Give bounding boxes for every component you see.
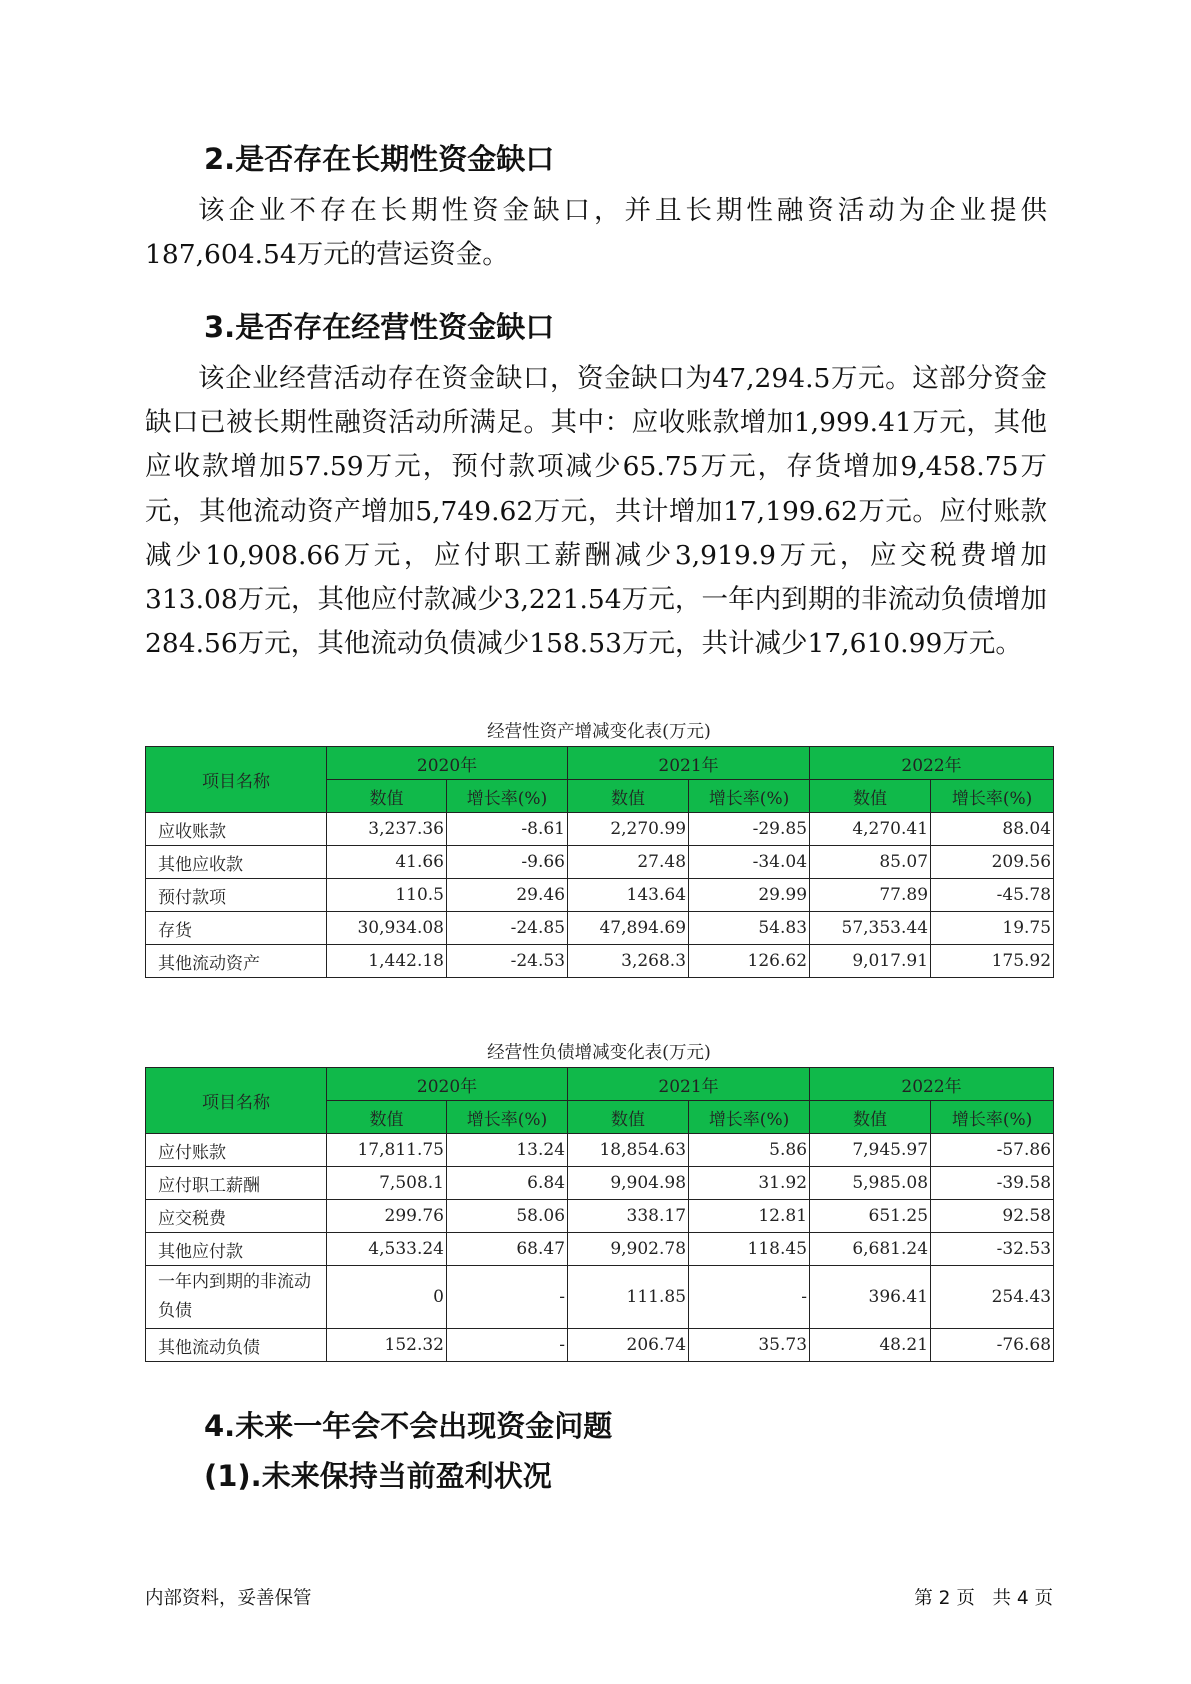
section-3-heading: 3.是否存在经营性资金缺口	[204, 310, 555, 344]
row-item-name: 其他流动负债	[146, 1329, 327, 1362]
row-item-name: 预付款项	[146, 879, 327, 912]
cell-value: 30,934.08	[327, 912, 447, 945]
header-year-2020: 2020年	[327, 747, 568, 780]
header-year-2021: 2021年	[568, 747, 810, 780]
section-2-heading: 2.是否存在长期性资金缺口	[204, 142, 555, 176]
row-item-name: 应付职工薪酬	[146, 1167, 327, 1200]
cell-growth-rate: -32.53	[931, 1233, 1054, 1266]
table-row	[146, 1329, 1054, 1362]
cell-growth-rate: -34.04	[689, 846, 810, 879]
footer-page-number: 第 2 页 共 4 页	[914, 1588, 1053, 1609]
section-2-paragraph	[145, 189, 1047, 277]
cell-growth-rate: -29.85	[689, 813, 810, 846]
cell-value: 41.66	[327, 846, 447, 879]
cell-value: 3,268.3	[568, 945, 689, 978]
cell-growth-rate: 6.84	[447, 1167, 568, 1200]
cell-value: 9,902.78	[568, 1233, 689, 1266]
header-value: 数值	[810, 780, 931, 813]
header-year-2022: 2022年	[810, 747, 1054, 780]
cell-growth-rate: 209.56	[931, 846, 1054, 879]
cell-growth-rate: 54.83	[689, 912, 810, 945]
table-row	[146, 1233, 1054, 1266]
row-item-name: 存货	[146, 912, 327, 945]
cell-growth-rate: 19.75	[931, 912, 1054, 945]
cell-growth-rate: -39.58	[931, 1167, 1054, 1200]
cell-value: 4,533.24	[327, 1233, 447, 1266]
cell-growth-rate: -45.78	[931, 879, 1054, 912]
cell-value: 111.85	[568, 1266, 689, 1329]
cell-value: 57,353.44	[810, 912, 931, 945]
header-year-2020: 2020年	[327, 1068, 568, 1101]
cell-growth-rate: -24.85	[447, 912, 568, 945]
row-item-name: 其他应付款	[146, 1233, 327, 1266]
cell-growth-rate: 29.99	[689, 879, 810, 912]
cell-value: 299.76	[327, 1200, 447, 1233]
cell-value: 4,270.41	[810, 813, 931, 846]
operating-liabilities-table	[145, 1067, 1054, 1362]
row-item-name: 其他流动资产	[146, 945, 327, 978]
cell-value: 0	[327, 1266, 447, 1329]
section-2-text: 该企业不存在长期性资金缺口，并且长期性融资活动为企业提供187,604.54万元的营运资金。	[145, 195, 1047, 271]
cell-growth-rate: 31.92	[689, 1167, 810, 1200]
cell-value: 17,811.75	[327, 1134, 447, 1167]
cell-growth-rate: 254.43	[931, 1266, 1054, 1329]
cell-value: 3,237.36	[327, 813, 447, 846]
table-row	[146, 1200, 1054, 1233]
cell-value: 7,945.97	[810, 1134, 931, 1167]
cell-growth-rate: 92.58	[931, 1200, 1054, 1233]
cell-value: 396.41	[810, 1266, 931, 1329]
cell-value: 110.5	[327, 879, 447, 912]
header-value: 数值	[568, 780, 689, 813]
cell-value: 651.25	[810, 1200, 931, 1233]
row-item-name: 应交税费	[146, 1200, 327, 1233]
cell-growth-rate: 5.86	[689, 1134, 810, 1167]
header-year-2021: 2021年	[568, 1068, 810, 1101]
row-item-name: 应收账款	[146, 813, 327, 846]
header-growth-rate: 增长率(%)	[931, 780, 1054, 813]
header-value: 数值	[810, 1101, 931, 1134]
table-row	[146, 1167, 1054, 1200]
cell-value: 47,894.69	[568, 912, 689, 945]
table-row	[146, 912, 1054, 945]
table-row	[146, 846, 1054, 879]
cell-growth-rate: -	[689, 1266, 810, 1329]
cell-value: 6,681.24	[810, 1233, 931, 1266]
cell-value: 2,270.99	[568, 813, 689, 846]
table-row	[146, 1266, 1054, 1329]
cell-growth-rate: 118.45	[689, 1233, 810, 1266]
cell-value: 9,904.98	[568, 1167, 689, 1200]
section-3-text: 该企业经营活动存在资金缺口，资金缺口为47,294.5万元。这部分资金缺口已被长期性融资活动所满足。其中：应收账款增加1,999.41万元，其他应收款增加57.59万元，预付款项减少65.75万元，存货增加9,458.75万元，其他流动资产增加5,749.62万元，共计增加17,199.62万元。应付账款减少10,908.66万元，应付职工薪酬减少3,919.9万元，应交税费增加313.08万元，其他应付款减少3,221.54万元，一年内到期的非流动负债增加284.56万元，其他流动负债减少158.53万元，共计减少17,610.99万元。	[145, 363, 1047, 660]
operating-assets-table	[145, 746, 1054, 978]
cell-value: 206.74	[568, 1329, 689, 1362]
cell-growth-rate: -76.68	[931, 1329, 1054, 1362]
cell-value: 18,854.63	[568, 1134, 689, 1167]
cell-growth-rate: -9.66	[447, 846, 568, 879]
cell-value: 85.07	[810, 846, 931, 879]
section-4-subheading: (1).未来保持当前盈利状况	[204, 1459, 552, 1493]
header-growth-rate: 增长率(%)	[689, 1101, 810, 1134]
header-value: 数值	[327, 780, 447, 813]
cell-value: 27.48	[568, 846, 689, 879]
section-3-paragraph	[145, 357, 1047, 666]
header-value: 数值	[568, 1101, 689, 1134]
cell-growth-rate: 35.73	[689, 1329, 810, 1362]
row-item-name: 一年内到期的非流动负债	[146, 1266, 327, 1329]
header-item-name: 项目名称	[146, 747, 327, 813]
assets-table-caption: 经营性资产增减变化表(万元)	[487, 722, 711, 742]
header-item-name: 项目名称	[146, 1068, 327, 1134]
cell-value: 5,985.08	[810, 1167, 931, 1200]
cell-value: 338.17	[568, 1200, 689, 1233]
cell-growth-rate: -24.53	[447, 945, 568, 978]
cell-growth-rate: 88.04	[931, 813, 1054, 846]
header-year-2022: 2022年	[810, 1068, 1054, 1101]
cell-growth-rate: -	[447, 1329, 568, 1362]
header-growth-rate: 增长率(%)	[447, 1101, 568, 1134]
cell-growth-rate: -57.86	[931, 1134, 1054, 1167]
table-row	[146, 1134, 1054, 1167]
footer-confidential-note: 内部资料，妥善保管	[145, 1588, 312, 1609]
liabilities-table-caption: 经营性负债增减变化表(万元)	[487, 1043, 711, 1063]
cell-growth-rate: 58.06	[447, 1200, 568, 1233]
cell-value: 143.64	[568, 879, 689, 912]
header-growth-rate: 增长率(%)	[447, 780, 568, 813]
cell-growth-rate: -8.61	[447, 813, 568, 846]
table-row	[146, 813, 1054, 846]
cell-value: 48.21	[810, 1329, 931, 1362]
cell-growth-rate: 29.46	[447, 879, 568, 912]
table-row	[146, 879, 1054, 912]
cell-value: 7,508.1	[327, 1167, 447, 1200]
header-growth-rate: 增长率(%)	[931, 1101, 1054, 1134]
cell-value: 9,017.91	[810, 945, 931, 978]
table-row	[146, 945, 1054, 978]
header-growth-rate: 增长率(%)	[689, 780, 810, 813]
cell-growth-rate: 68.47	[447, 1233, 568, 1266]
cell-value: 77.89	[810, 879, 931, 912]
cell-value: 1,442.18	[327, 945, 447, 978]
cell-growth-rate: 13.24	[447, 1134, 568, 1167]
row-item-name: 其他应收款	[146, 846, 327, 879]
section-4-heading: 4.未来一年会不会出现资金问题	[204, 1409, 613, 1443]
cell-growth-rate: 126.62	[689, 945, 810, 978]
cell-growth-rate: 12.81	[689, 1200, 810, 1233]
header-value: 数值	[327, 1101, 447, 1134]
cell-value: 152.32	[327, 1329, 447, 1362]
row-item-name: 应付账款	[146, 1134, 327, 1167]
cell-growth-rate: 175.92	[931, 945, 1054, 978]
cell-growth-rate: -	[447, 1266, 568, 1329]
